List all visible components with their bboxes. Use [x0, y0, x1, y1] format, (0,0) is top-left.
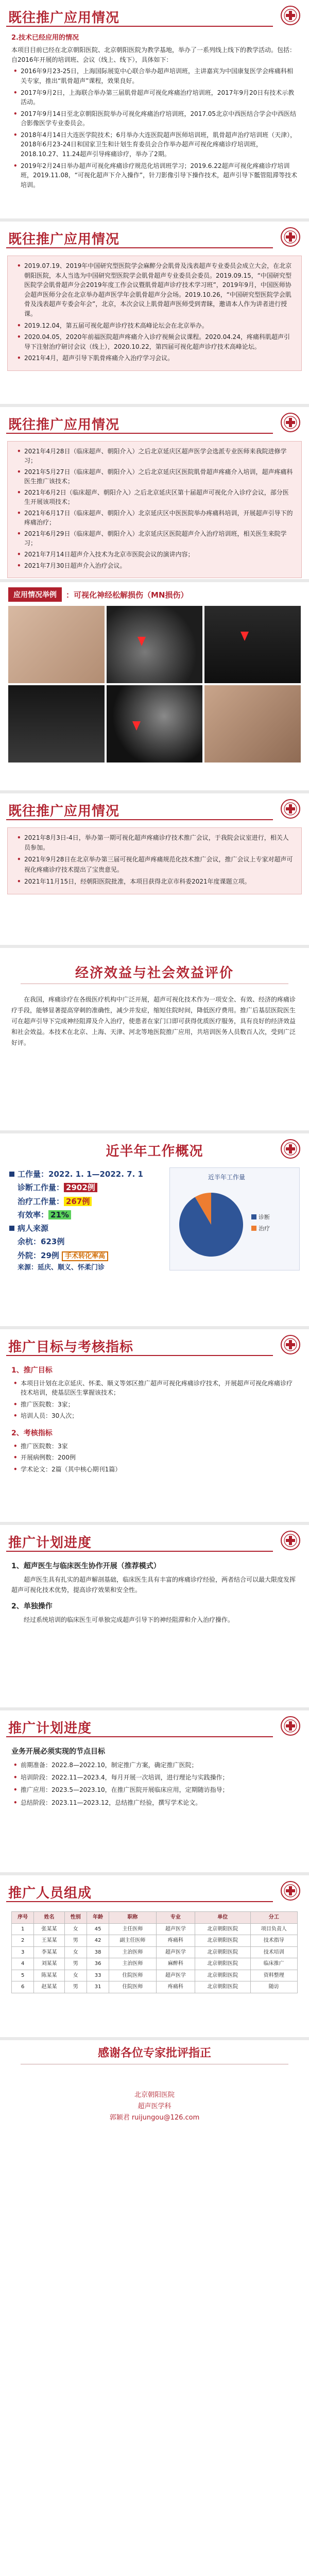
list-item: • 2019.12.04，第五届可视化超声诊疗技术高峰论坛会在北京举办。 — [17, 321, 294, 331]
list-item: • 2016年9月23-25日，上海国际展览中心联合举办超声培训班，主讲嘉宾为中国康复医学会疼痛科相关专家，推出“肌骨超声”课程，效果良好。 — [13, 66, 298, 86]
list-item: • 2018年4月14日大连医学院技术；6月举办大连医院超声医师培训班，肌骨超声治疗培训班（天津），2018年6月23-24日和国家卫生和计划生育委员会合作举办超声可视化疼痛诊疗培训班，2018.10.27、11.24超声引导疼痛诊疗，举办了2期。 — [13, 130, 298, 159]
slide-case-example — [0, 587, 309, 793]
slide-workload — [0, 1133, 309, 1329]
slide-title: 既往推广应用情况 — [8, 804, 120, 819]
table-cell: 张某某 — [34, 1923, 64, 1935]
stat-value: 267例 — [64, 1197, 92, 1206]
patient-row: 来源：延庆、顺义、怀柔门诊 — [18, 1264, 105, 1272]
plan-paragraph-1: 超声医生具有扎实的超声解剖基础，临床医生具有丰富的疼痛诊疗经验，两者结合可以最大限度发挥超声可视化技术优势，提高诊疗效果和安全性。 — [11, 1575, 296, 1594]
table-cell: 住院医师 — [109, 1970, 156, 1981]
red-arrow-icon — [241, 632, 249, 641]
list-item: • 前期准备：2022.8—2022.10，制定推广方案，确定推广医院； — [13, 1760, 298, 1770]
header-rule — [6, 819, 273, 820]
column-header: 专业 — [156, 1912, 195, 1924]
highlight-box — [7, 256, 302, 371]
table-cell: 6 — [12, 1981, 34, 1993]
table-cell: 超声医学 — [156, 1946, 195, 1958]
slide-title: 既往推广应用情况 — [8, 232, 120, 247]
slide-body — [0, 1740, 309, 1808]
table-cell: 麻醉科 — [156, 1958, 195, 1970]
table-cell: 住院医师 — [109, 1981, 156, 1993]
table-cell: 北京朝阳医院 — [195, 1981, 250, 1993]
slide-header — [0, 1710, 309, 1740]
slide-plan — [0, 1525, 309, 1710]
index-heading: 2、考核指标 — [11, 1429, 53, 1438]
hospital-logo-icon — [280, 1716, 301, 1736]
slide-body — [0, 1555, 309, 1625]
slide-title: 推广人员组成 — [8, 1886, 92, 1901]
list-item: • 2021年6月17日（临床超声、朝阳介入）北京延庆区中医医院举办疼痛科培训，开展超声引导下的疼痛治疗； — [17, 509, 294, 527]
workload-chart — [169, 1167, 300, 1270]
table-cell: 3 — [12, 1946, 34, 1958]
table-cell: 女 — [64, 1970, 87, 1981]
table-cell: 北京朝阳医院 — [195, 1935, 250, 1947]
slide-title: 既往推广应用情况 — [8, 10, 120, 26]
table-cell: 项目负责人 — [250, 1923, 298, 1935]
list-item: • 培训人员：30人次； — [13, 1411, 298, 1421]
table-cell: 随访 — [250, 1981, 298, 1993]
stat-row: 有效率： 21% — [9, 1208, 164, 1222]
table-cell: 北京朝阳医院 — [195, 1923, 250, 1935]
table-cell: 女 — [64, 1946, 87, 1958]
slide-body — [0, 1905, 309, 1993]
slide-title: 推广目标与考核指标 — [8, 1340, 134, 1355]
slide-body — [0, 1359, 309, 1475]
ultrasound-image — [107, 606, 203, 683]
red-arrow-icon — [138, 637, 146, 646]
slide-body — [0, 991, 309, 1048]
list-item: • 2017年9月2日，上海联合举办第三届肌骨超声可视化疼痛治疗培训班，2017年9月20日有技术示教活动。 — [13, 88, 298, 107]
table-cell: 副主任医师 — [109, 1935, 156, 1947]
table-row — [12, 1946, 298, 1958]
list-item: • 2020.04.05，2020年前福医院超声疼痛介入诊疗视频会议课程。2020.04.24，疼痛科肌超声引导下注射治疗研讨会议（线上），2020.10.22，第四届可视化超声诊疗技术高峰论坛。 — [17, 332, 294, 351]
highlight-box — [7, 441, 302, 578]
slide-title: 推广计划进度 — [8, 1535, 92, 1551]
column-header: 性别 — [64, 1912, 87, 1924]
table-cell: 45 — [87, 1923, 109, 1935]
legend-swatch — [251, 1226, 256, 1231]
highlight-box — [7, 827, 302, 894]
table-cell: 北京朝阳医院 — [195, 1970, 250, 1981]
table-cell: 男 — [64, 1981, 87, 1993]
table-cell: 42 — [87, 1935, 109, 1947]
table-cell: 4 — [12, 1958, 34, 1970]
stat-value: 2902例 — [64, 1183, 97, 1192]
list-item: • 2017年9月14日至北京朝阳医院举办可视化疼痛治疗培训班，2017.05北京中西医结合学会中西医结合影像医学专业委员会。 — [13, 109, 298, 128]
ultrasound-image — [8, 685, 105, 762]
plan-heading-1: 1、超声医生与临床医生协作开展（推荐模式） — [11, 1562, 161, 1570]
header-rule — [6, 1355, 273, 1356]
slide-header — [0, 0, 309, 30]
index-list — [11, 1442, 298, 1475]
list-item: • 2021年7月14日超声介入技术为北京市医院会议的演讲内容； — [17, 550, 294, 559]
column-header: 分工 — [250, 1912, 298, 1924]
case-banner — [8, 587, 301, 602]
table-row — [12, 1935, 298, 1947]
header-rule — [6, 433, 273, 434]
table-cell: 33 — [87, 1970, 109, 1981]
event-list — [15, 833, 294, 887]
slide-title: 既往推广应用情况 — [8, 417, 120, 433]
hospital-name: 北京朝阳医院 — [134, 2091, 175, 2099]
clinical-photo — [204, 685, 301, 762]
table-cell: 刘某某 — [34, 1958, 64, 1970]
stat-row: 诊断工作量： 2902例 — [9, 1181, 164, 1194]
list-item: • 2019年2月24日举办超声可视化疼痛诊疗规范化培训班学习；2019.6.22超声可视化疼痛诊疗培训班，2019.11.08，“可视化超声下介入操作”，针刀影像引导下操作技术，超声引导下骶管阻滞等技术培训。 — [13, 161, 298, 190]
table-cell: 技术指导 — [250, 1935, 298, 1947]
table-cell: 男 — [64, 1935, 87, 1947]
patient-row: 外院：29例 手术转化率高 — [9, 1249, 164, 1263]
slide-header — [0, 1329, 309, 1359]
table-row — [12, 1923, 298, 1935]
table-row — [12, 1958, 298, 1970]
slide-promotion-3 — [0, 407, 309, 582]
column-header: 职称 — [109, 1912, 156, 1924]
workload-stats — [0, 1163, 309, 1278]
table-cell: 超声医学 — [156, 1970, 195, 1981]
economics-title: 经济效益与社会效益评价 — [75, 965, 234, 981]
red-arrow-icon — [132, 721, 141, 731]
slide-body — [0, 30, 309, 190]
legend-label: 诊断 — [259, 1214, 270, 1221]
hospital-logo-icon — [280, 227, 301, 247]
table-cell: 超声医学 — [156, 1923, 195, 1935]
event-list — [15, 447, 294, 570]
slide-thanks — [0, 2040, 309, 2231]
ultrasound-image — [107, 685, 203, 762]
table-cell: 李某某 — [34, 1946, 64, 1958]
table-cell: 38 — [87, 1946, 109, 1958]
hospital-logo-icon — [280, 412, 301, 433]
economics-paragraph: 在我国，疼痛诊疗在各级医疗机构中广泛开展，超声可视化技术作为一项安全、有效、经济的疼痛诊疗手段，能够显著提高穿刺的准确性，减少并发症，缩短住院时间，降低医疗费用。推广后基层医院医生可在超声引导下完成神经阻滞及介入治疗，使患者在家门口即可获得优质医疗服务，具有良好的经济效益和社会效益。本技术在北京、上海、天津、河北等地医院推广应用，共培训医务人员数百人次，受到广泛好评。 — [11, 996, 296, 1046]
column-header: 序号 — [12, 1912, 34, 1924]
case-tag: 应用情况举例 — [8, 587, 62, 602]
list-item: • 总结阶段：2023.11—2023.12，总结推广经验，撰写学术论文。 — [13, 1798, 298, 1808]
list-item: • 推广应用：2023.5—2023.10，在推广医院开展临床应用，定期随访指导； — [13, 1785, 298, 1795]
list-item: • 推广医院数：3家 — [13, 1442, 298, 1451]
schedule-list — [11, 1760, 298, 1808]
intro-text: 本项目目前已经在北京朝阳医院、北京朝阳医院为教学基地，举办了一系列线上线下的教学活动。包括：自2016年开展的培训班、会议（线上、线下），具体如下： — [11, 46, 296, 63]
header-rule — [6, 1736, 273, 1737]
table-cell: 主治医师 — [109, 1946, 156, 1958]
table-row — [12, 1981, 298, 1993]
column-header: 年龄 — [87, 1912, 109, 1924]
hospital-logo-icon — [280, 5, 301, 26]
bullet-icon — [9, 1226, 14, 1231]
ultrasound-image — [204, 606, 301, 683]
header-rule — [6, 247, 273, 248]
table-cell: 陈某某 — [34, 1970, 64, 1981]
period-row: 工作量：2022. 1. 1—2022. 7. 1 — [9, 1167, 164, 1181]
event-list — [15, 261, 294, 363]
list-item: • 本项目计划在北京延庆、怀柔、顺义等郊区推广超声可视化疼痛诊疗技术，开展超声可视化疼痛诊疗技术培训，使基层医生掌握该技术； — [13, 1379, 298, 1398]
table-row — [12, 1970, 298, 1981]
slide-promotion-4 — [0, 793, 309, 948]
table-cell: 北京朝阳医院 — [195, 1946, 250, 1958]
list-item: • 推广医院数：3家； — [13, 1400, 298, 1410]
list-item: • 2019.07.19、2019年中国研究型医院学会麻醉分会肌骨及浅表超声专业委员会成立大会，在北京朝阳医院，本人当选为中国研究型医院学会肌骨超声专业委员会委员。2019.09.15，“中国研究型医院学会肌骨超声分会2019年度工作会议暨肌骨超声诊疗技术学习班”，2019年9月，中国医师协会超声医师分会在北京举办超声医学年会肌骨超声分会场。2019.10.26，“中国研究型医院学会肌骨及浅表超声专委会年会”，北京，本次会议上肌骨超声医师受到青睐，邀请本人作为讲者进行授课。 — [17, 261, 294, 319]
table-cell: 资料整理 — [250, 1970, 298, 1981]
slide-header — [0, 407, 309, 437]
slide-header — [0, 1133, 309, 1163]
header-rule — [6, 1901, 273, 1902]
table-cell: 1 — [12, 1923, 34, 1935]
goal-list — [11, 1379, 298, 1421]
section-subtitle: 2.技术已经应用的情况 — [11, 34, 79, 42]
list-item: • 培训阶段：2022.11—2023.4，每月开展一次培训，进行理论与实践操作； — [13, 1772, 298, 1783]
header-rule — [6, 1551, 273, 1552]
patient-row: 余杭：623例 — [18, 1237, 65, 1247]
table-cell: 北京朝阳医院 — [195, 1958, 250, 1970]
plan-heading-2: 2、单独操作 — [11, 1602, 53, 1611]
list-item: • 2021年7月30日超声介入治疗会议。 — [17, 561, 294, 570]
table-header-row — [12, 1912, 298, 1924]
stat-value: 21% — [48, 1210, 71, 1219]
event-list — [11, 66, 298, 190]
slide-header — [0, 222, 309, 251]
table-cell: 31 — [87, 1981, 109, 1993]
list-item: • 2021年6月2日（临床超声、朝阳介入）之后北京延庆区第十届超声可视化介入诊疗会议，部分医生开展该项技术； — [17, 488, 294, 506]
chart-title: 近半年工作量 — [208, 1174, 246, 1181]
plan-paragraph-2: 经过系统培训的临床医生可单独完成超声引导下的神经阻滞和介入治疗操作。 — [24, 1616, 234, 1624]
bullet-icon — [9, 1172, 14, 1177]
schedule-heading: 业务开展必须实现的节点目标 — [11, 1748, 105, 1756]
table-cell: 临床推广 — [250, 1958, 298, 1970]
legend-label: 治疗 — [259, 1225, 270, 1232]
table-cell: 主治医师 — [109, 1958, 156, 1970]
table-cell: 王某某 — [34, 1935, 64, 1947]
staff-table — [11, 1911, 298, 1993]
stats-list — [9, 1167, 164, 1274]
clinical-photo — [8, 606, 105, 683]
slide-schedule — [0, 1710, 309, 1875]
table-cell: 2 — [12, 1935, 34, 1947]
signature-block — [0, 2090, 309, 2124]
list-item: • 2021年6月29日（临床超声、朝阳介入）北京延庆区医院超声介入治疗培训班，相关医生来院学习； — [17, 529, 294, 548]
slide-goals — [0, 1329, 309, 1525]
contact-line: 郭颖君 ruijungou@126.com — [109, 2114, 200, 2122]
patients-row: 病人来源 — [9, 1222, 164, 1235]
list-item: • 2021年11月15日，经朝阳医院批准，本项目获得北京市科委2021年度课题立项。 — [17, 877, 294, 887]
table-cell: 女 — [64, 1923, 87, 1935]
list-item: • 开展病例数：200例 — [13, 1453, 298, 1463]
table-cell: 赵某某 — [34, 1981, 64, 1993]
hospital-logo-icon — [280, 1139, 301, 1159]
column-header: 姓名 — [34, 1912, 64, 1924]
hospital-logo-icon — [280, 1334, 301, 1355]
slide-title: 推广计划进度 — [8, 1721, 92, 1736]
slide-promotion-2 — [0, 222, 309, 407]
table-cell: 疼痛科 — [156, 1981, 195, 1993]
list-item: • 2021年4月28日（临床超声、朝阳介入）之后北京延庆区超声医学会选派专业医师来我院进修学习； — [17, 447, 294, 465]
slide-header — [0, 1525, 309, 1555]
legend-swatch — [251, 1214, 256, 1219]
hospital-logo-icon — [280, 799, 301, 819]
slide-staff — [0, 1875, 309, 2040]
header-rule — [6, 26, 273, 27]
list-item: • 2021年4月，超声引导下肌骨疼痛介入治疗学习会议。 — [17, 353, 294, 363]
table-cell: 疼痛科 — [156, 1935, 195, 1947]
table-cell: 技术培训 — [250, 1946, 298, 1958]
list-item: • 2021年5月27日（临床超声、朝阳介入）之后北京延庆区医院肌骨超声疼痛介入培训，超声疼痛科医生推广该技术； — [17, 467, 294, 486]
conversion-badge: 手术转化率高 — [62, 1251, 108, 1261]
slide-title: 近半年工作概况 — [106, 1144, 203, 1159]
slide-header — [0, 793, 309, 823]
hospital-logo-icon — [280, 1880, 301, 1901]
table-cell: 36 — [87, 1958, 109, 1970]
slide-promotion-1 — [0, 0, 309, 222]
hospital-logo-icon — [280, 1530, 301, 1551]
slide-header — [0, 1875, 309, 1905]
department-name: 超声医学科 — [138, 2103, 171, 2111]
thanks-title: 感谢各位专家批评指正 — [97, 2047, 211, 2060]
list-item: • 2021年9月28日在北京举办第三届可视化超声疼痛规范化技术推广会议，推广会议上专家对超声可视化疼痛诊疗技术提出了宝贵意见。 — [17, 855, 294, 874]
case-photo-grid — [8, 606, 301, 762]
case-caption: ：可视化神经松解损伤（MN损伤） — [66, 590, 188, 600]
column-header: 单位 — [195, 1912, 250, 1924]
list-item: • 学术论文：2篇（其中核心期刊1篇） — [13, 1465, 298, 1475]
table-cell: 主任医师 — [109, 1923, 156, 1935]
pie-chart — [170, 1168, 283, 1270]
slide-economics — [0, 948, 309, 1133]
list-item: • 2021年8月3日-4日，举办第一期可视化超声疼痛诊疗技术推广会议，于我院会议室进行，相关人员参加。 — [17, 833, 294, 853]
table-cell: 男 — [64, 1958, 87, 1970]
period-value: 2022. 1. 1—2022. 7. 1 — [48, 1170, 143, 1179]
table-cell: 5 — [12, 1970, 34, 1981]
goal-heading: 1、推广目标 — [11, 1366, 53, 1375]
stat-row: 治疗工作量： 267例 — [9, 1195, 164, 1208]
